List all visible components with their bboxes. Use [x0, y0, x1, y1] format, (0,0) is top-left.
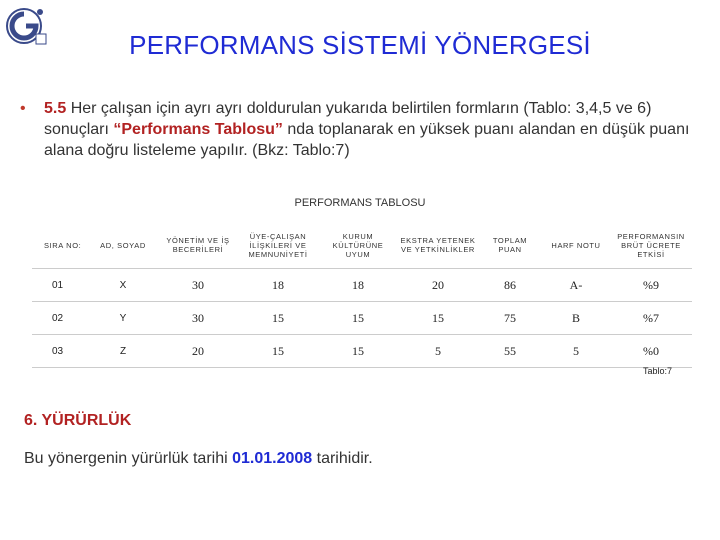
table-cell: %9	[610, 269, 692, 302]
table-cell: 03	[32, 335, 88, 368]
table-header-row	[32, 222, 692, 269]
column-header: KURUM KÜLTÜRÜNE UYUM	[318, 222, 398, 269]
table-cell: 01	[32, 269, 88, 302]
table-cell: 15	[238, 335, 318, 368]
table-cell: 18	[318, 269, 398, 302]
table-cell: 5	[398, 335, 478, 368]
page-title: PERFORMANS SİSTEMİ YÖNERGESİ	[129, 30, 591, 60]
table-cell: B	[542, 302, 610, 335]
table-cell: %0	[610, 335, 692, 368]
clause-quote: “Performans Tablosu”	[113, 121, 283, 138]
effective-text-before: Bu yönergenin yürürlük tarihi	[24, 450, 233, 467]
column-header: HARF NOTU	[542, 222, 610, 269]
table-cell: 75	[478, 302, 542, 335]
effective-text-after: tarihidir.	[312, 450, 373, 467]
column-header: ÜYE-ÇALIŞAN İLİŞKİLERİ VE MEMNUNİYETİ	[238, 222, 318, 269]
clause-text-before: Her çalışan için ayrı ayrı doldurulan yukarıda belirtilen formların (Tablo: 3,4,5 ve 6) sonuçları	[44, 100, 652, 138]
table-label: Tablo:7	[642, 366, 672, 376]
table-cell: Z	[88, 335, 158, 368]
table-cell: %7	[610, 302, 692, 335]
column-header: TOPLAM PUAN	[478, 222, 542, 269]
column-header: PERFORMANSIN BRÜT ÜCRETE ETKİSİ	[610, 222, 692, 269]
bullet-dot-icon: •	[20, 100, 26, 117]
table-cell: 15	[238, 302, 318, 335]
performance-table	[32, 222, 692, 368]
table-cell: 20	[398, 269, 478, 302]
table-row	[32, 335, 692, 368]
table-cell: A-	[542, 269, 610, 302]
table-cell: X	[88, 269, 158, 302]
table-caption: PERFORMANS TABLOSU	[294, 197, 426, 209]
table-cell: 18	[238, 269, 318, 302]
column-header: SIRA NO:	[32, 222, 88, 269]
effective-date: 01.01.2008	[232, 450, 313, 467]
section-heading: 6. YÜRÜRLÜK	[24, 412, 132, 429]
table-cell: 15	[398, 302, 478, 335]
clause-text-after: nda toplanarak en yüksek puanı alandan en düşük puanı alana doğru listeleme yapılır. (Bkz: Tablo:7)	[44, 121, 690, 159]
column-header: EKSTRA YETENEK VE YETKİNLİKLER	[398, 222, 478, 269]
table-cell: 86	[478, 269, 542, 302]
table-cell: 15	[318, 302, 398, 335]
bullet-paragraph	[20, 98, 700, 161]
table-cell: 20	[158, 335, 238, 368]
table-row	[32, 302, 692, 335]
table-cell: 30	[158, 302, 238, 335]
table-cell: 15	[318, 335, 398, 368]
clause-number: 5.5	[44, 100, 67, 117]
column-header: YÖNETİM VE İŞ BECERİLERİ	[158, 222, 238, 269]
table-cell: 02	[32, 302, 88, 335]
table-cell: 30	[158, 269, 238, 302]
table-cell: 55	[478, 335, 542, 368]
section-paragraph	[24, 450, 373, 468]
table-cell: 5	[542, 335, 610, 368]
table-cell: Y	[88, 302, 158, 335]
table-row	[32, 269, 692, 302]
column-header: AD, SOYAD	[88, 222, 158, 269]
